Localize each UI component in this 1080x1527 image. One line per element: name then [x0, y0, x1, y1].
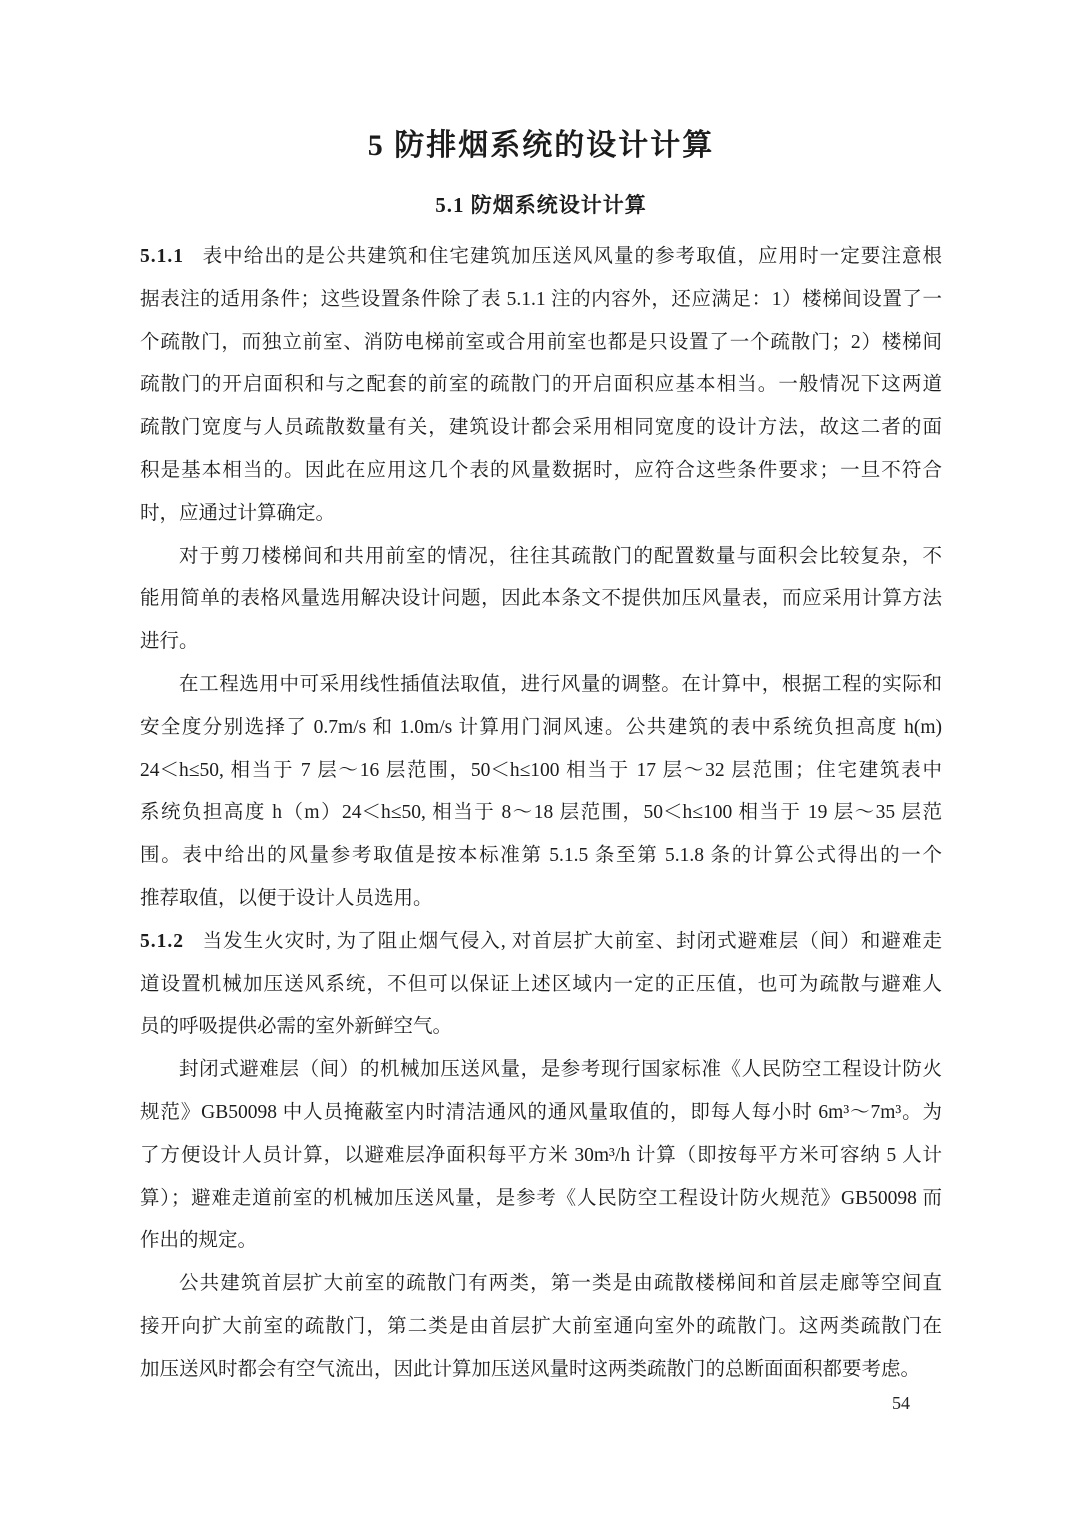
document-line: 进行。	[140, 631, 199, 653]
document-line: 算）；避难走道前室的机械加压送风量，是参考《人民防空工程设计防火规范》GB50098 而	[140, 1187, 942, 1209]
document-line: 道设置机械加压送风系统，不但可以保证上述区域内一定的正压值，也可为疏散与避难人	[140, 973, 942, 995]
body-text	[140, 236, 942, 1392]
document-line: 接开向扩大前室的疏散门，第二类是由首层扩大前室通向室外的疏散门。这两类疏散门在	[140, 1315, 942, 1337]
document-line: 在工程选用中可采用线性插值法取值，进行风量的调整。在计算中，根据工程的实际和	[179, 673, 942, 695]
document-line: 疏散门的开启面积和与之配套的前室的疏散门的开启面积应基本相当。一般情况下这两道	[140, 374, 942, 396]
document-line: 规范》GB50098 中人员掩蔽室内时清洁通风的通风量取值的，即每人每小时 6m³～7m³。为	[140, 1101, 942, 1123]
page-number: 54	[892, 1393, 910, 1413]
document-line: 安全度分别选择了 0.7m/s 和 1.0m/s 计算用门洞风速。公共建筑的表中系统负担高度 h(m)	[140, 716, 942, 738]
document-line: 推荐取值，以便于设计人员选用。	[140, 887, 433, 909]
clause-number: 5.1.1	[140, 246, 184, 267]
document-line: 疏散门宽度与人员疏散数量有关，建筑设计都会采用相同宽度的设计方法，故这二者的面	[140, 417, 942, 439]
document-line: 时，应通过计算确定。	[140, 502, 336, 524]
document-content	[140, 122, 942, 1392]
document-line: 系统负担高度 h（m）24＜h≤50, 相当于 8～18 层范围，50＜h≤100 相当于 19 层～35 层范	[140, 802, 942, 824]
document-line: 据表注的适用条件；这些设置条件除了表 5.1.1 注的内容外，还应满足：1）楼梯间设置了一	[140, 288, 942, 310]
document-line: 公共建筑首层扩大前室的疏散门有两类，第一类是由疏散楼梯间和首层走廊等空间直	[179, 1273, 942, 1295]
document-line: 作出的规定。	[140, 1230, 258, 1252]
document-line: 个疏散门，而独立前室、消防电梯前室或合用前室也都是只设置了一个疏散门；2）楼梯间	[140, 331, 942, 353]
document-line: 了方便设计人员计算，以避难层净面积每平方米 30m³/h 计算（即按每平方米可容纳 5 人计	[140, 1144, 942, 1166]
clause-number: 5.1.2	[140, 930, 184, 952]
document-line: 封闭式避难层（间）的机械加压送风量，是参考现行国家标准《人民防空工程设计防火	[179, 1059, 942, 1081]
section-heading: 5.1 防烟系统设计计算	[435, 193, 647, 217]
document-line: 5.1.2 当发生火灾时, 为了阻止烟气侵入, 对首层扩大前室、封闭式避难层（间）和避难走	[140, 930, 942, 952]
document-line: 对于剪刀楼梯间和共用前室的情况，往往其疏散门的配置数量与面积会比较复杂，不	[179, 545, 942, 567]
document-line: 员的呼吸提供必需的室外新鲜空气。	[140, 1016, 453, 1038]
document-line: 围。表中给出的风量参考取值是按本标准第 5.1.5 条至第 5.1.8 条的计算公式得出的一个	[140, 845, 942, 867]
document-line: 加压送风时都会有空气流出，因此计算加压送风量时这两类疏散门的总断面面积都要考虑。	[140, 1358, 921, 1380]
document-line: 能用简单的表格风量选用解决设计问题，因此本条文不提供加压风量表，而应采用计算方法	[140, 588, 942, 610]
document-line: 积是基本相当的。因此在应用这几个表的风量数据时，应符合这些条件要求；一旦不符合	[140, 459, 942, 481]
document-line: 5.1.1 表中给出的是公共建筑和住宅建筑加压送风风量的参考取值，应用时一定要注意根	[140, 246, 942, 267]
page-title: 5 防排烟系统的设计计算	[367, 129, 715, 162]
document-line: 24＜h≤50, 相当于 7 层～16 层范围，50＜h≤100 相当于 17 层～32 层范围；住宅建筑表中	[140, 759, 942, 781]
